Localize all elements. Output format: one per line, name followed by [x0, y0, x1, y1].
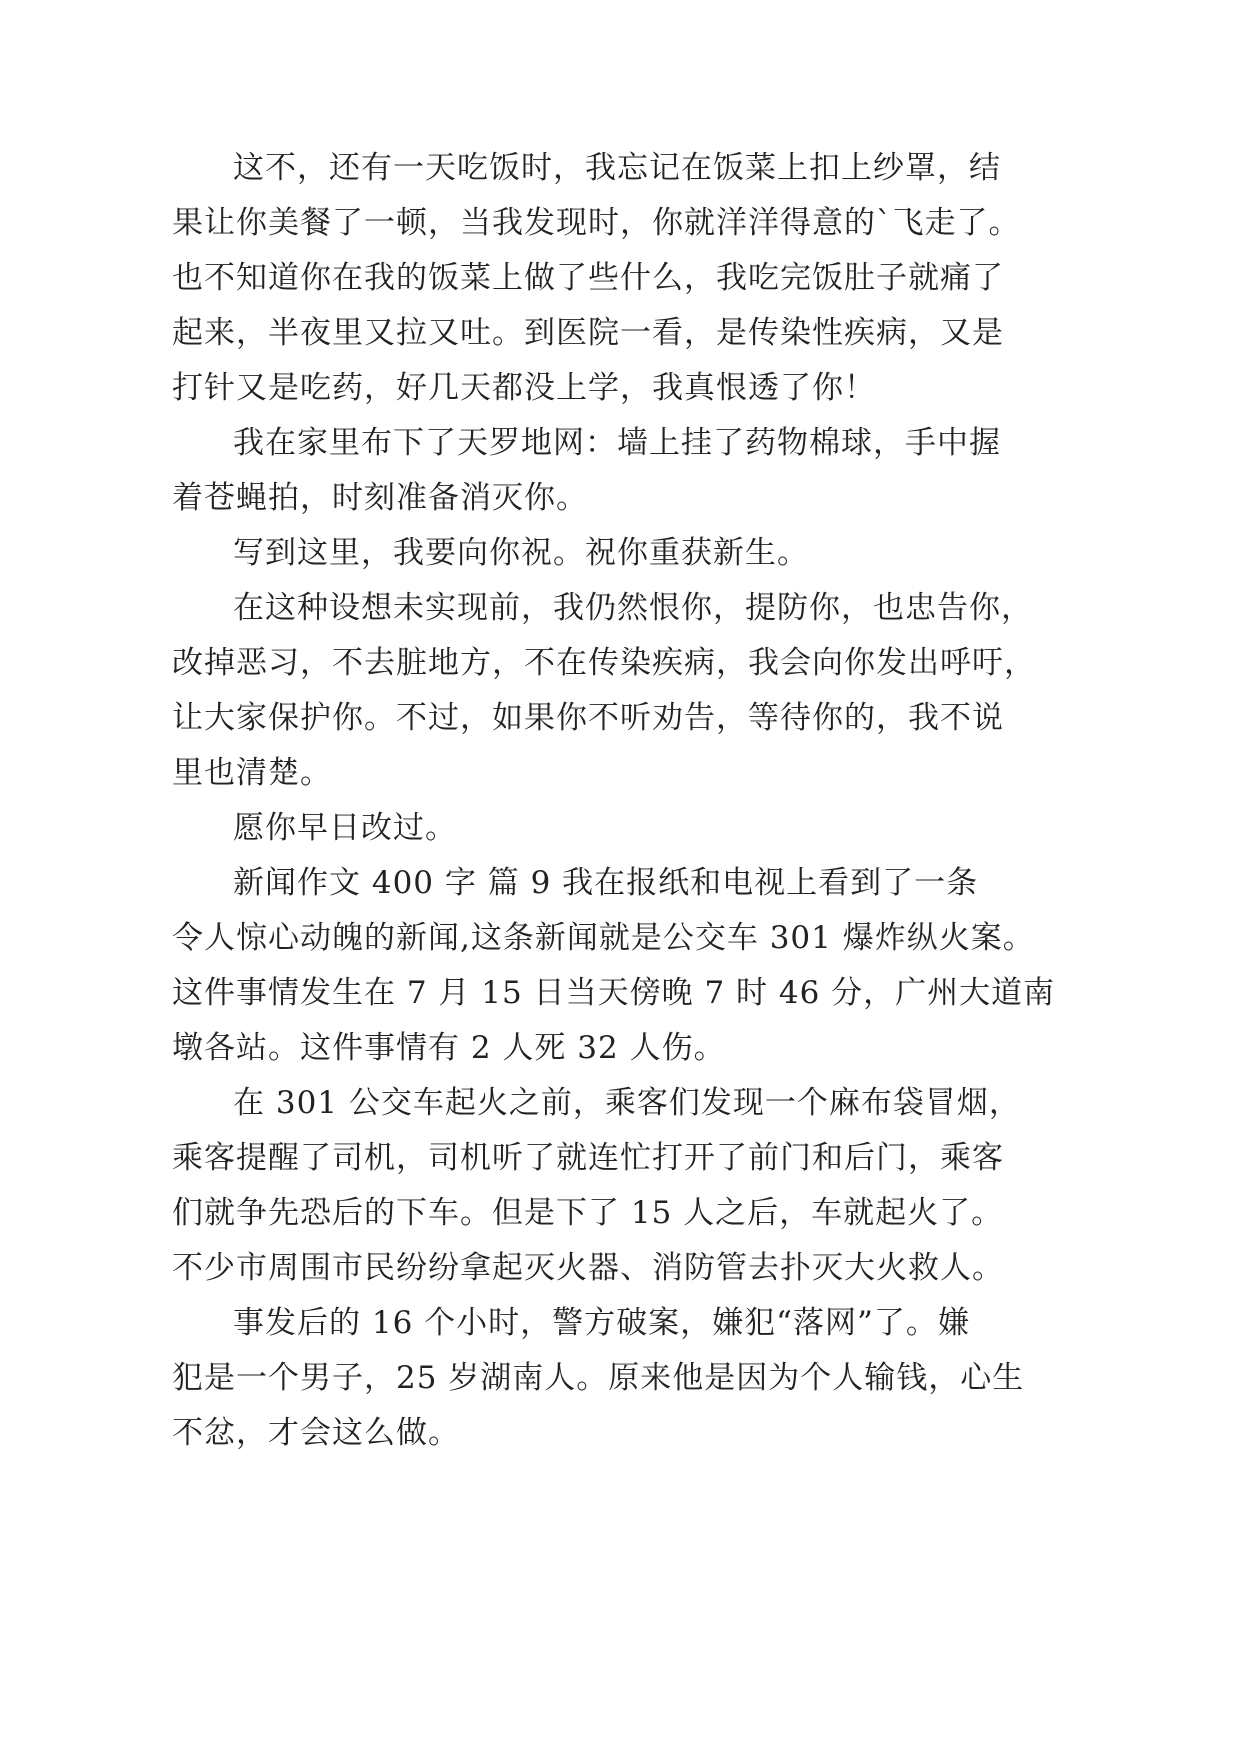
text-line: 在这种设想未实现前，我仍然恨你，提防你，也忠告你，: [233, 590, 1033, 626]
text-line: 令人惊心动魄的新闻,这条新闻就是公交车 301 爆炸纵火案。: [172, 920, 1035, 956]
text-line: 这件事情发生在 7 月 15 日当天傍晚 7 时 46 分，广州大道南: [172, 975, 1056, 1011]
text-line: 写到这里，我要向你祝。祝你重获新生。: [233, 535, 809, 571]
text-line: 我在家里布下了天罗地网：墙上挂了药物棉球，手中握: [233, 425, 1001, 461]
text-line: 犯是一个男子，25 岁湖南人。原来他是因为个人输钱，心生: [172, 1360, 1025, 1396]
text-line: 打针又是吃药，好几天都没上学，我真恨透了你！: [172, 370, 876, 406]
text-line: 里也清楚。: [172, 755, 332, 791]
text-line: 起来，半夜里又拉又吐。到医院一看，是传染性疾病，又是: [172, 315, 1004, 351]
text-line: 这不，还有一天吃饭时，我忘记在饭菜上扣上纱罩，结: [233, 150, 1001, 186]
text-line: 着苍蝇拍，时刻准备消灭你。: [172, 480, 588, 516]
text-line: 不少市周围市民纷纷拿起灭火器、消防管去扑灭大火救人。: [172, 1250, 1004, 1286]
text-line: 新闻作文 400 字 篇 9 我在报纸和电视上看到了一条: [233, 865, 979, 901]
text-line: 改掉恶习，不去脏地方，不在传染疾病，我会向你发出呼吁，: [172, 645, 1036, 681]
text-line: 让大家保护你。不过，如果你不听劝告，等待你的，我不说: [172, 700, 1004, 736]
text-line: 果让你美餐了一顿，当我发现时，你就洋洋得意的`飞走了。: [172, 205, 1021, 241]
text-line: 不忿，才会这么做。: [172, 1415, 460, 1451]
text-line: 墩各站。这件事情有 2 人死 32 人伤。: [172, 1030, 726, 1066]
text-line: 乘客提醒了司机，司机听了就连忙打开了前门和后门，乘客: [172, 1140, 1004, 1176]
text-line: 也不知道你在我的饭菜上做了些什么，我吃完饭肚子就痛了: [172, 260, 1004, 296]
text-line: 在 301 公交车起火之前，乘客们发现一个麻布袋冒烟，: [233, 1085, 1021, 1121]
text-line: 事发后的 16 个小时，警方破案，嫌犯“落网”了。嫌: [233, 1305, 970, 1341]
text-line: 愿你早日改过。: [233, 810, 457, 846]
text-line: 们就争先恐后的下车。但是下了 15 人之后，车就起火了。: [172, 1195, 1004, 1231]
